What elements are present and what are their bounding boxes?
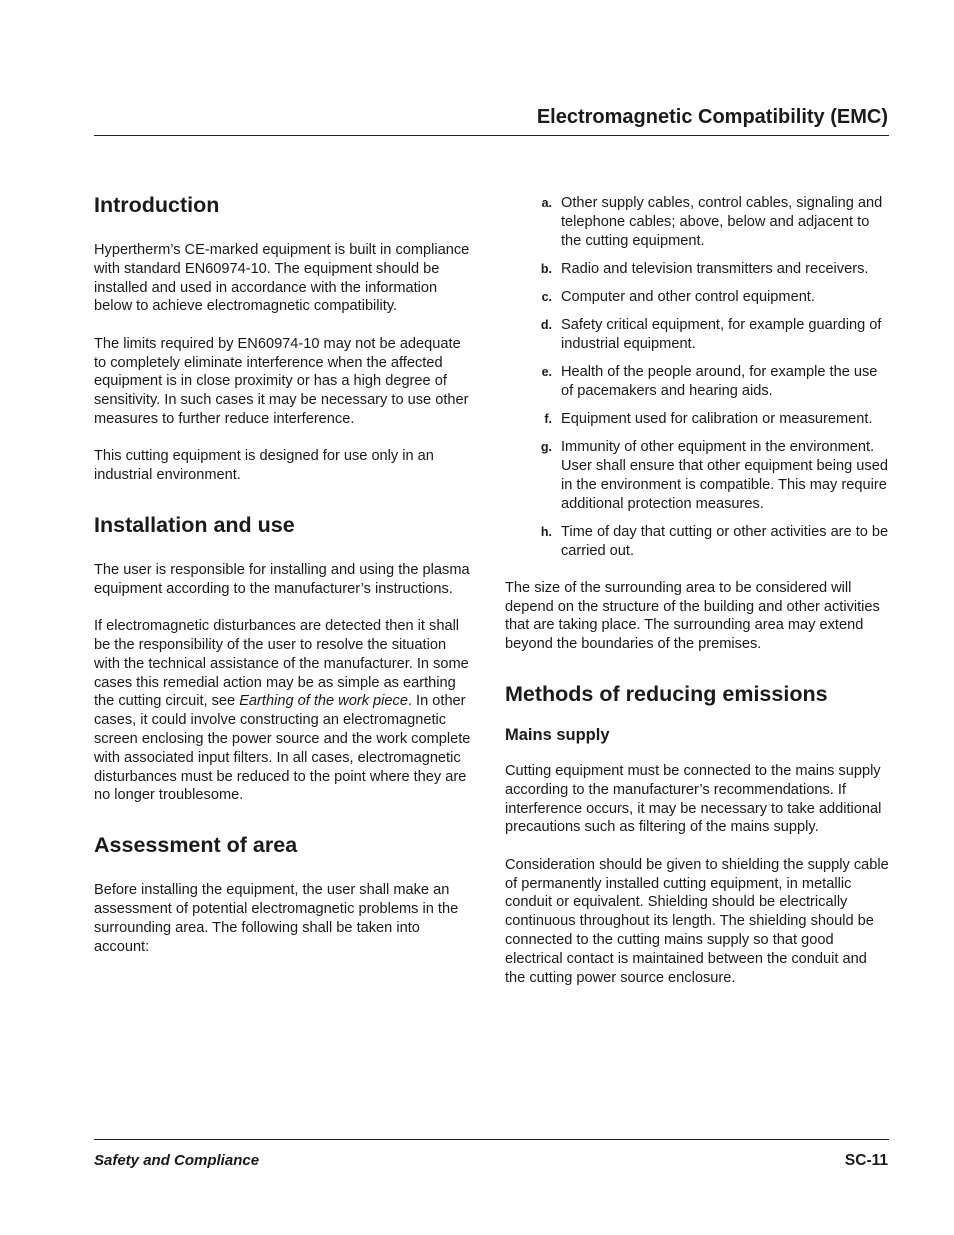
assessment-list: [505, 194, 890, 560]
installation-paragraph-2-end: . In other cases, it could involve constructing an electromagnetic screen enclosing the power source and the work complete with associated input filters. In all cases, electromagnetic disturbances must be reduced to the point where they are no longer troublesome.: [94, 693, 471, 804]
list-text: Time of day that cutting or other activities are to be carried out.: [561, 523, 889, 559]
list-marker: g.: [540, 440, 552, 455]
list-item: [505, 194, 890, 250]
list-marker: a.: [541, 196, 552, 210]
surrounding-area-paragraph: The size of the surrounding area to be considered will depend on the structure of the building and other activities that are taking place. The surrounding area may extend beyond the boundaries of the premises.: [505, 579, 880, 653]
list-item: [505, 260, 890, 279]
installation-paragraph-2: [94, 617, 476, 805]
list-marker: f.: [544, 412, 552, 427]
mains-supply-paragraph-1: Cutting equipment must be connected to the mains supply according to the manufacturer’s recommendations. If interference occurs, it may be necessary to take additional precautions such as filtering of the mains supply.: [505, 763, 882, 836]
mains-supply-paragraph-2: Consideration should be given to shielding the supply cable of permanently installed cutting equipment, in metallic conduit or equivalent. Shielding should be electrically continuous throughout its length. The shielding should be connected to the cutting mains supply so that good electrical contact is maintained between the conduit and the cutting power source enclosure.: [505, 856, 889, 986]
earthing-reference: Earthing of the work piece: [239, 693, 408, 710]
list-marker: b.: [540, 261, 552, 276]
introduction-paragraph-2: The limits required by EN60974-10 may not be adequate to completely eliminate interference when the affected equipment is in close proximity or has a high degree of sensitivity. In such cases it may be necessary to use other measures to further reduce interference.: [94, 335, 469, 427]
mains-supply-heading: Mains supply: [505, 726, 610, 745]
list-item: [505, 363, 890, 401]
list-text: Immunity of other equipment in the environment. User shall ensure that other equipment being used in the environment is compatible. This may require additional protection measures.: [561, 439, 888, 512]
list-text: Equipment used for calibration or measurement.: [561, 411, 873, 428]
footer-section-title: Safety and Compliance: [94, 1152, 260, 1169]
list-item: [505, 288, 890, 307]
assessment-paragraph: Before installing the equipment, the user shall make an assessment of potential electromagnetic problems in the surrounding area. The following shall be taken into account:: [94, 882, 459, 955]
list-marker: e.: [541, 365, 552, 380]
introduction-paragraph-1: Hypertherm’s CE-marked equipment is built in compliance with standard EN60974-10. The equipment should be installed and used in accordance with the information below to achieve electromagnetic compatibility.: [94, 242, 470, 315]
list-item: [505, 316, 890, 354]
list-text: Safety critical equipment, for example guarding of industrial equipment.: [561, 317, 882, 352]
list-text: Computer and other control equipment.: [561, 288, 815, 305]
assessment-heading: Assessment of area: [94, 833, 298, 858]
installation-paragraph-1: The user is responsible for installing and using the plasma equipment according to the manufacturer’s instructions.: [94, 561, 470, 597]
installation-heading: Installation and use: [94, 512, 295, 537]
page-title: Electromagnetic Compatibility (EMC): [536, 106, 888, 128]
list-marker: c.: [541, 289, 552, 304]
methods-heading: Methods of reducing emissions: [505, 682, 828, 707]
list-item: [505, 410, 890, 429]
list-text: Other supply cables, control cables, signaling and telephone cables; above, below and adjacent to the cutting equipment.: [561, 195, 883, 249]
left-column: [94, 191, 476, 956]
list-marker: h.: [540, 524, 552, 539]
page-number: SC-11: [844, 1152, 888, 1169]
list-text: Radio and television transmitters and receivers.: [561, 260, 869, 277]
right-column: [505, 194, 890, 987]
header-divider: [94, 135, 889, 136]
list-item: [505, 438, 890, 513]
list-text: Health of the people around, for example the use of pacemakers and hearing aids.: [561, 364, 878, 399]
footer-divider: [94, 1139, 889, 1140]
installation-paragraph-2-start: If electromagnetic disturbances are detected then it shall be the responsibility of the user to resolve the situation with the technical assistance of the manufacturer. In some cases this remedial action may be as simple as earthing the cutting circuit, see: [94, 618, 469, 710]
list-item: [505, 523, 890, 561]
introduction-heading: Introduction: [94, 193, 220, 217]
introduction-paragraph-3: This cutting equipment is designed for use only in an industrial environment.: [94, 448, 434, 484]
list-marker: d.: [540, 318, 552, 333]
